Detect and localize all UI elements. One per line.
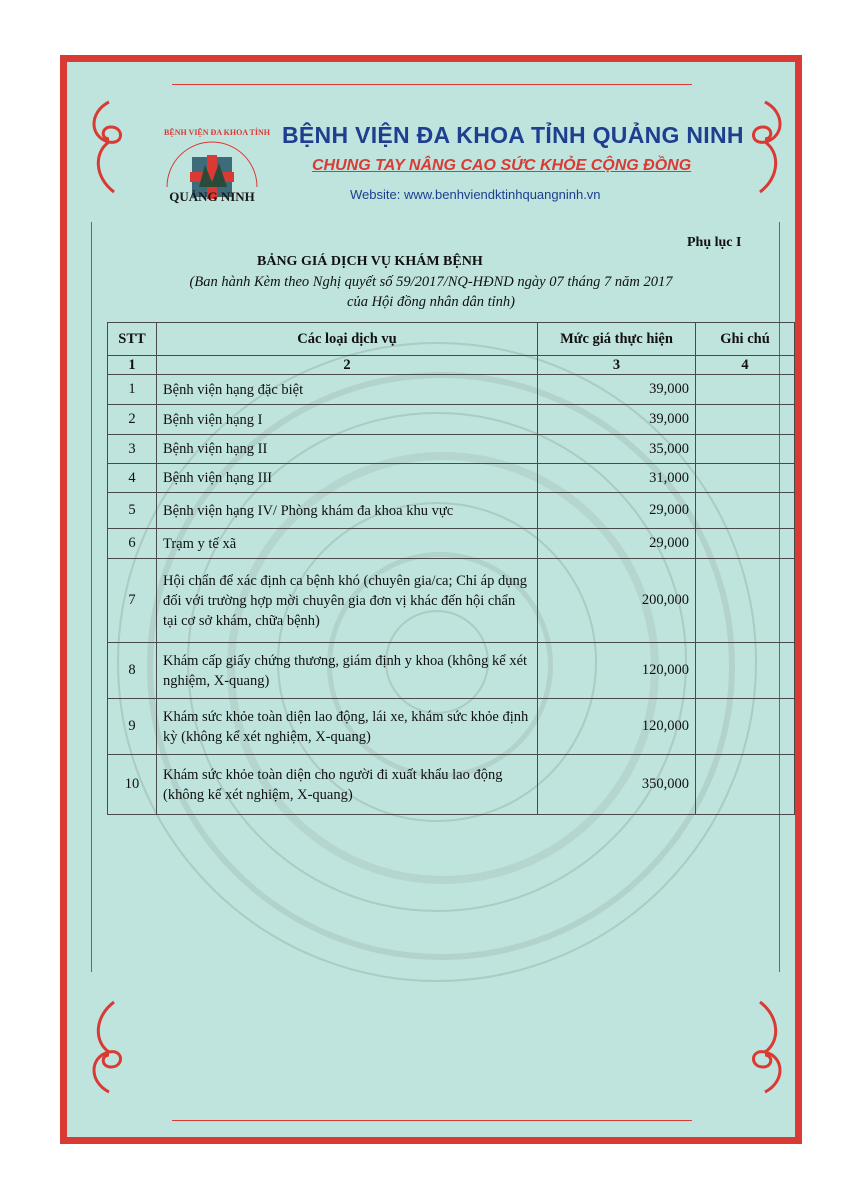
hospital-slogan: CHUNG TAY NÂNG CAO SỨC KHỎE CỘNG ĐỒNG [312, 157, 692, 174]
table-row [108, 464, 795, 493]
row-service: Bệnh viện hạng IV/ Phòng khám đa khoa khu vực [157, 493, 538, 529]
row-stt: 5 [108, 493, 157, 529]
inner-border-top [172, 84, 692, 85]
corner-ornament-icon [735, 97, 795, 197]
row-service: Khám sức khỏe toàn diện lao động, lái xe, khám sức khỏe định kỳ (không kể xét nghiệm, X-quang) [157, 699, 538, 755]
column-number: 3 [538, 356, 696, 375]
row-price: 120,000 [538, 643, 696, 699]
row-note [696, 375, 795, 405]
header-note: Ghi chú [696, 323, 795, 356]
corner-ornament-icon [79, 997, 139, 1097]
table-row [108, 493, 795, 529]
column-number-row [108, 356, 795, 375]
row-note [696, 464, 795, 493]
row-stt: 1 [108, 375, 157, 405]
row-price: 31,000 [538, 464, 696, 493]
row-stt: 3 [108, 435, 157, 464]
row-note [696, 529, 795, 559]
inner-border-bottom [172, 1120, 692, 1121]
row-service: Bệnh viện hạng III [157, 464, 538, 493]
table-row [108, 375, 795, 405]
row-note [696, 493, 795, 529]
column-number: 4 [696, 356, 795, 375]
row-service: Bệnh viện hạng I [157, 405, 538, 435]
row-price: 39,000 [538, 405, 696, 435]
row-service: Khám cấp giấy chứng thương, giám định y khoa (không kể xét nghiệm, X-quang) [157, 643, 538, 699]
row-stt: 4 [108, 464, 157, 493]
row-note [696, 405, 795, 435]
row-price: 120,000 [538, 699, 696, 755]
price-table [107, 322, 795, 815]
row-service: Khám sức khỏe toàn diện cho người đi xuất khẩu lao động (không kể xét nghiệm, X-quang) [157, 755, 538, 815]
row-note [696, 699, 795, 755]
row-stt: 7 [108, 559, 157, 643]
document-subtitle-line2: của Hội đồng nhân dân tỉnh) [347, 294, 515, 310]
row-service: Trạm y tế xã [157, 529, 538, 559]
page-frame [60, 55, 802, 1144]
column-number: 2 [157, 356, 538, 375]
logo-caption: QUẢNG NINH [169, 189, 255, 204]
header-service: Các loại dịch vụ [157, 323, 538, 356]
row-price: 29,000 [538, 529, 696, 559]
row-price: 29,000 [538, 493, 696, 529]
hospital-name: BỆNH VIỆN ĐA KHOA TỈNH QUẢNG NINH [282, 122, 744, 148]
row-stt: 9 [108, 699, 157, 755]
row-price: 200,000 [538, 559, 696, 643]
hospital-website: Website: www.benhviendktinhquangninh.vn [350, 187, 601, 202]
row-stt: 10 [108, 755, 157, 815]
row-service: Hội chẩn để xác định ca bệnh khó (chuyên gia/ca; Chỉ áp dụng đối với trường hợp mời chuyên gia đơn vị khác đến hội chẩn tại cơ sở khám, chữa bệnh) [157, 559, 538, 643]
row-stt: 6 [108, 529, 157, 559]
table-row [108, 435, 795, 464]
table-row [108, 559, 795, 643]
corner-ornament-icon [735, 997, 795, 1097]
table-row [108, 529, 795, 559]
corner-ornament-icon [79, 97, 139, 197]
row-price: 39,000 [538, 375, 696, 405]
row-service: Bệnh viện hạng II [157, 435, 538, 464]
table-row [108, 643, 795, 699]
row-price: 35,000 [538, 435, 696, 464]
table-header-row [108, 323, 795, 356]
row-note [696, 435, 795, 464]
row-note [696, 755, 795, 815]
row-stt: 2 [108, 405, 157, 435]
document-title: BẢNG GIÁ DỊCH VỤ KHÁM BỆNH [257, 254, 483, 269]
row-service: Bệnh viện hạng đặc biệt [157, 375, 538, 405]
table-row [108, 405, 795, 435]
header-stt: STT [108, 323, 157, 356]
row-note [696, 643, 795, 699]
column-number: 1 [108, 356, 157, 375]
inner-border-left [91, 222, 92, 972]
table-row [108, 699, 795, 755]
logo-ring-text: BỆNH VIỆN ĐA KHOA TỈNH [164, 128, 270, 137]
row-note [696, 559, 795, 643]
appendix-label: Phụ lục I [687, 235, 742, 250]
document-subtitle-line1: (Ban hành Kèm theo Nghị quyết số 59/2017/NQ-HĐND ngày 07 tháng 7 năm 2017 [189, 274, 673, 290]
row-price: 350,000 [538, 755, 696, 815]
table-row [108, 755, 795, 815]
row-stt: 8 [108, 643, 157, 699]
header-price: Mức giá thực hiện [538, 323, 696, 356]
